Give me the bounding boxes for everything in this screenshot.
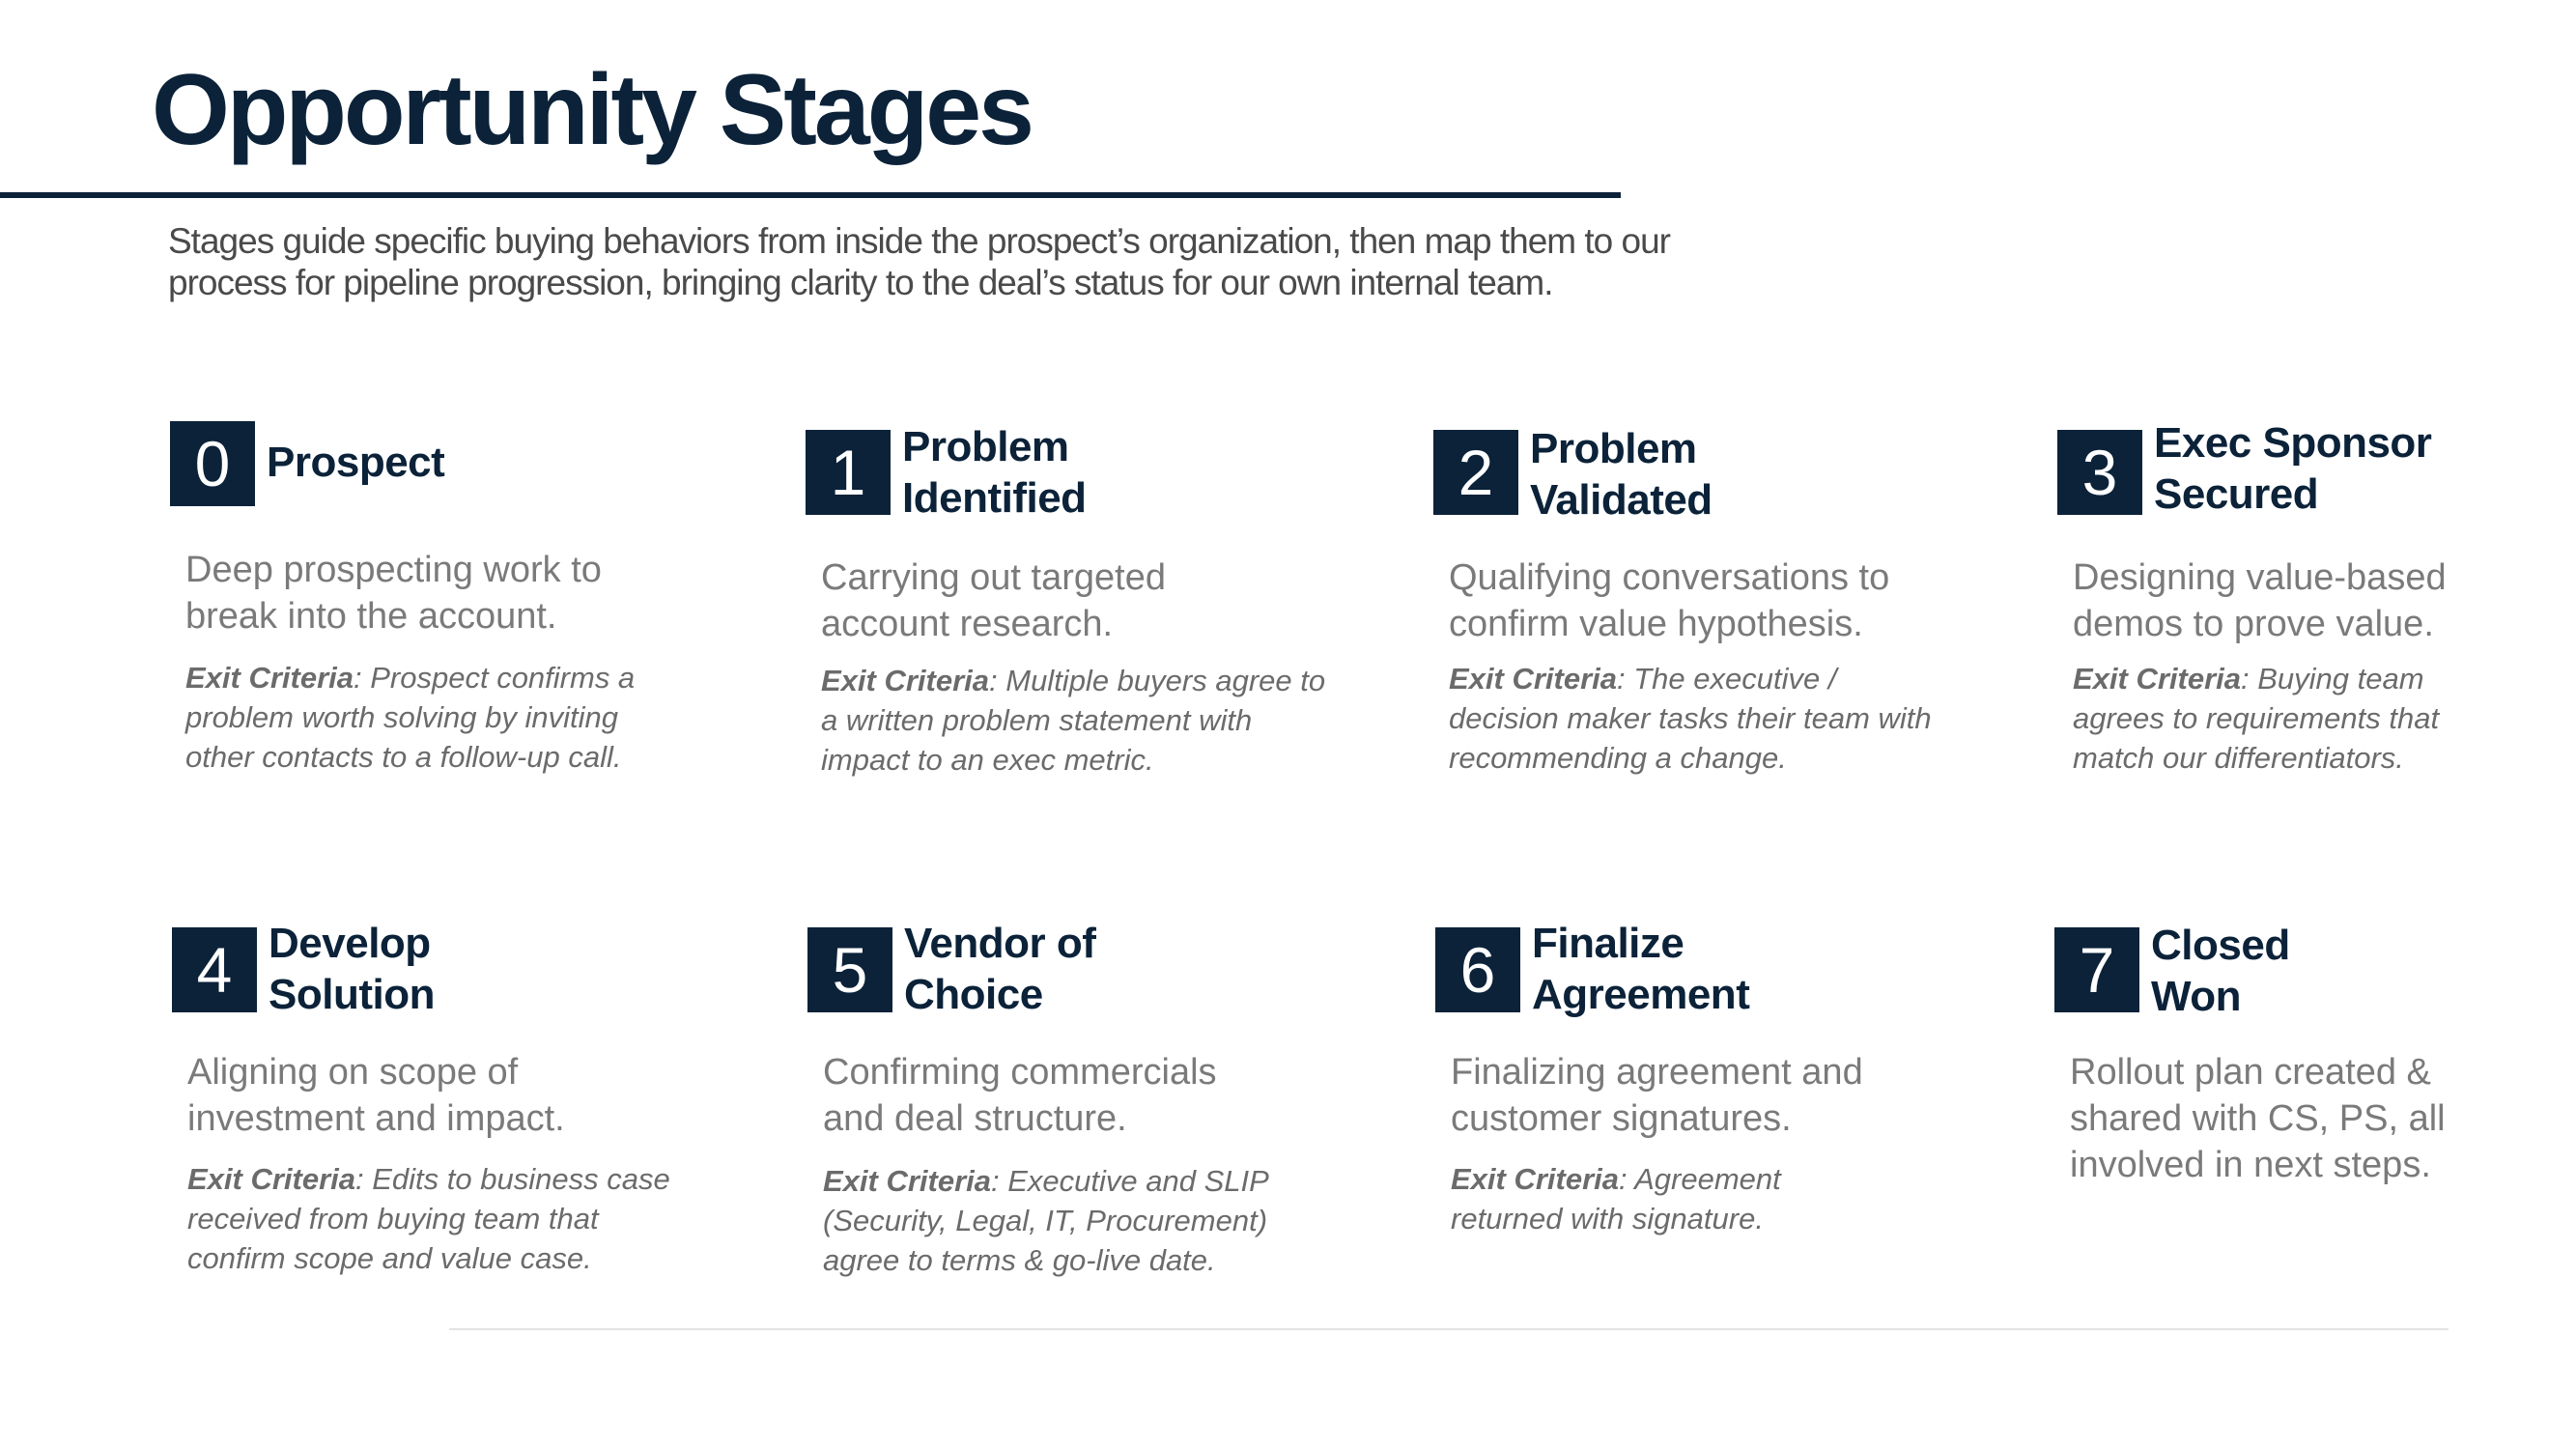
- stage-number-badge: 4: [172, 927, 257, 1012]
- exit-criteria-label: Exit Criteria: [2073, 662, 2242, 696]
- stage-description: Rollout plan created & shared with CS, PS, all involved in next steps.: [2070, 1052, 2446, 1185]
- stage-header: [172, 920, 751, 1020]
- footer-divider: [449, 1328, 2449, 1330]
- stage-name: Closed Won: [2151, 922, 2290, 1020]
- stage-exit-criteria: [1449, 659, 1990, 778]
- stage-name: Problem Validated: [1530, 425, 1713, 524]
- stage-header: [1433, 421, 2013, 524]
- stage-header: [170, 421, 750, 518]
- stage-exit-criteria: [1451, 1159, 1992, 1238]
- stage-description: Confirming commercials and deal structure.: [823, 1052, 1217, 1139]
- stage-exit-criteria: [187, 1159, 728, 1278]
- stage-number-badge: 0: [170, 421, 255, 506]
- exit-criteria-label: Exit Criteria: [187, 1162, 356, 1196]
- stage-header: [807, 920, 1387, 1020]
- stage-header: [2057, 421, 2576, 518]
- stage-exit-criteria: [185, 658, 726, 777]
- stage-description: Deep prospecting work to break into the account.: [185, 550, 602, 637]
- exit-criteria-label: Exit Criteria: [821, 664, 990, 697]
- stage-name: Finalize Agreement: [1532, 920, 1750, 1018]
- exit-criteria-text: : Buying team agrees to requirements that match our differentiators.: [2073, 662, 2440, 775]
- stage-number-badge: 7: [2054, 927, 2139, 1012]
- stage-number-badge: 2: [1433, 430, 1518, 515]
- stage-description: Qualifying conversations to confirm value hypothesis.: [1449, 557, 1890, 644]
- stage-description: Aligning on scope of investment and impact.: [187, 1052, 565, 1139]
- exit-criteria-label: Exit Criteria: [823, 1164, 992, 1198]
- exit-criteria-text: : Edits to business case received from buying team that confirm scope and value case.: [187, 1162, 670, 1275]
- stage-header: [1435, 920, 2015, 1020]
- stage-name: Develop Solution: [269, 920, 435, 1018]
- stage-number-badge: 6: [1435, 927, 1520, 1012]
- stage-exit-criteria: [823, 1161, 1364, 1280]
- stage-exit-criteria: [2073, 659, 2576, 778]
- exit-criteria-label: Exit Criteria: [1451, 1162, 1620, 1196]
- page-subtitle: Stages guide specific buying behaviors from inside the prospect’s organization, then map them to our process for pipeline progression, bringing clarity to the deal’s status for our own internal team.: [168, 221, 1670, 302]
- stage-description: Finalizing agreement and customer signatures.: [1451, 1052, 1863, 1139]
- exit-criteria-text: : The executive / decision maker tasks their team with recommending a change.: [1449, 662, 1932, 775]
- stage-description: Carrying out targeted account research.: [821, 557, 1166, 644]
- page-title: Opportunity Stages: [152, 54, 1032, 166]
- stage-number-badge: 1: [806, 430, 891, 515]
- exit-criteria-text: : Agreement returned with signature.: [1451, 1162, 1781, 1236]
- stage-name: Prospect: [267, 439, 445, 486]
- stage-number-badge: 3: [2057, 430, 2142, 515]
- stage-name: Vendor of Choice: [904, 920, 1096, 1018]
- exit-criteria-text: : Executive and SLIP (Security, Legal, IT, Procurement) agree to terms & go-live date.: [823, 1164, 1269, 1277]
- stage-header: [2054, 923, 2576, 1020]
- stage-exit-criteria: [821, 661, 1362, 780]
- stage-number-badge: 5: [807, 927, 892, 1012]
- exit-criteria-text: : Prospect confirms a problem worth solving by inviting other contacts to a follow-up call.: [185, 661, 636, 774]
- stage-name: Problem Identified: [902, 423, 1087, 522]
- stage-description: Designing value-based demos to prove value.: [2073, 557, 2447, 644]
- stage-name: Exec Sponsor Secured: [2154, 419, 2432, 518]
- exit-criteria-text: : Multiple buyers agree to a written problem statement with impact to an exec metric.: [821, 664, 1326, 777]
- stage-header: [806, 421, 1385, 522]
- title-underline: [0, 192, 1621, 198]
- exit-criteria-label: Exit Criteria: [185, 661, 354, 695]
- exit-criteria-label: Exit Criteria: [1449, 662, 1618, 696]
